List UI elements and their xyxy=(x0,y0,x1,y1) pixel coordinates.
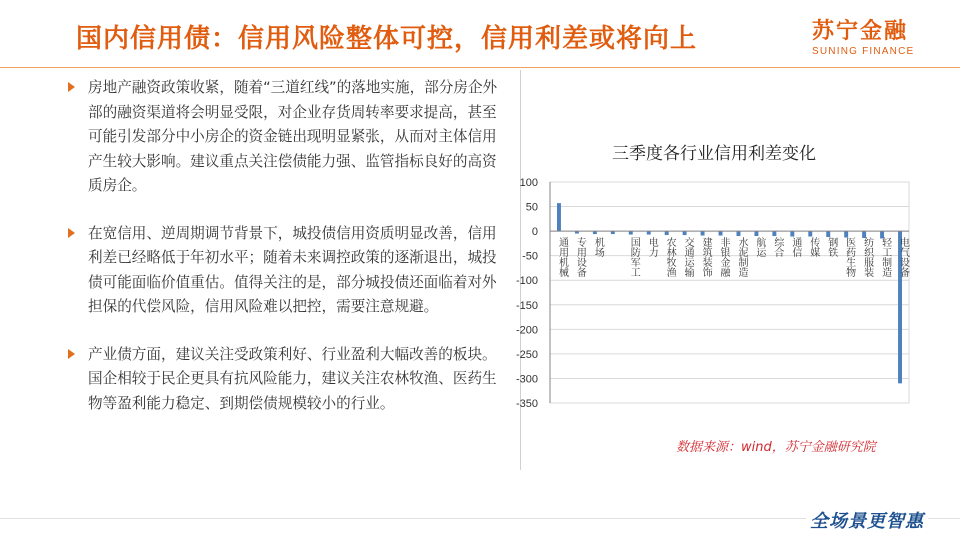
chart-title: 三季度各行业信用利差变化 xyxy=(612,144,816,164)
slide-title: 国内信用债：信用风险整体可控，信用利差或将向上 xyxy=(76,24,698,54)
bullet-list xyxy=(66,76,506,439)
data-source-note: 数据来源：wind，苏宁金融研究院 xyxy=(676,440,876,455)
bullet-arrow-icon xyxy=(68,349,75,359)
header-divider xyxy=(0,67,960,68)
credit-spread-chart xyxy=(500,130,930,420)
bullet-item-industrial-bonds xyxy=(66,343,506,417)
x-category-label: 非银金融 xyxy=(718,237,730,278)
y-tick-label: -200 xyxy=(515,324,538,337)
x-category-label: 国防军工 xyxy=(628,237,640,278)
x-category-label: 专用设备 xyxy=(574,237,586,278)
bar xyxy=(826,231,830,237)
bar xyxy=(647,231,651,234)
bullet-arrow-icon xyxy=(68,82,75,92)
y-tick-label: 0 xyxy=(531,226,538,239)
bar xyxy=(629,231,633,234)
bar xyxy=(701,231,705,235)
x-category-label: 航运 xyxy=(753,237,765,258)
x-category-label: 电气设备 xyxy=(897,237,909,278)
plot-area-border xyxy=(550,182,909,403)
y-tick-label: -50 xyxy=(522,250,538,263)
bar xyxy=(683,231,687,235)
brand-slogan: 全场景更智惠 xyxy=(806,507,928,533)
brand-logo xyxy=(812,14,942,57)
x-category-label: 通信 xyxy=(789,237,801,258)
bullet-text: 产业债方面，建议关注受政策利好、行业盈利大幅改善的板块。国企相较于民企更具有抗风险能力，建议关注农林牧渔、医药生物等盈利能力稳定、到期偿债规模较小的行业。 xyxy=(88,345,497,412)
logo-name-cn: 苏宁金融 xyxy=(812,19,909,44)
bullet-item-urban-investment xyxy=(66,222,506,320)
x-category-label: 通用机械 xyxy=(556,237,568,278)
bar xyxy=(665,231,669,235)
x-category-label: 轻工制造 xyxy=(879,237,891,278)
y-tick-label: -150 xyxy=(515,299,538,312)
chart-gridlines xyxy=(550,182,909,403)
y-tick-label: -100 xyxy=(515,275,538,288)
chart-bars xyxy=(557,203,902,383)
x-category-label: 建筑装饰 xyxy=(700,237,712,278)
y-tick-label: 100 xyxy=(519,177,538,189)
bar xyxy=(808,231,812,236)
bar xyxy=(737,231,741,236)
logo-name-en: SUNING FINANCE xyxy=(812,46,915,57)
x-category-label: 综合 xyxy=(771,237,783,258)
x-category-label: 钢铁 xyxy=(825,237,837,258)
x-category-label: 传媒 xyxy=(807,237,819,258)
x-category-label: 交通运输 xyxy=(682,237,694,278)
x-category-label: 医药生物 xyxy=(843,237,855,278)
bar xyxy=(557,203,561,231)
y-tick-label: -350 xyxy=(515,398,538,410)
x-category-label: 机场 xyxy=(592,237,604,258)
chart-y-tick-labels xyxy=(516,177,538,410)
x-category-label: 农林牧渔 xyxy=(664,237,676,278)
y-tick-label: -250 xyxy=(515,348,538,361)
bar xyxy=(719,231,723,235)
x-category-label: 水泥制造 xyxy=(735,237,747,278)
chart-axes xyxy=(550,182,909,403)
bullet-text: 在宽信用、逆周期调节背景下，城投债信用资质明显改善，信用利差已经略低于年初水平；随着未来调控政策的逐渐退出，城投债可能面临价值重估。值得关注的是，部分城投债还面临着对外担保的代偿风险，信用风险难以把控，需要注意规避。 xyxy=(88,224,497,315)
chart-category-labels xyxy=(556,236,909,278)
bar xyxy=(790,231,794,236)
bar xyxy=(772,231,776,236)
bar xyxy=(754,231,758,236)
bullet-item-real-estate xyxy=(66,76,506,199)
x-category-label: 纺织服装 xyxy=(861,237,873,278)
bullet-arrow-icon xyxy=(68,228,75,238)
y-tick-label: 50 xyxy=(525,201,538,214)
bullet-text: 房地产融资政策收紧，随着“三道红线”的落地实施，部分房企外部的融资渠道将会明显受限，对企业存货周转率要求提高，甚至可能引发部分中小房企的资金链出现明显紧张，从而对主体信用产生较大影响。建议重点关注偿债能力强、监管指标良好的高资质房企。 xyxy=(88,79,498,194)
y-tick-label: -300 xyxy=(515,373,538,386)
x-category-label: 电力 xyxy=(646,237,658,258)
